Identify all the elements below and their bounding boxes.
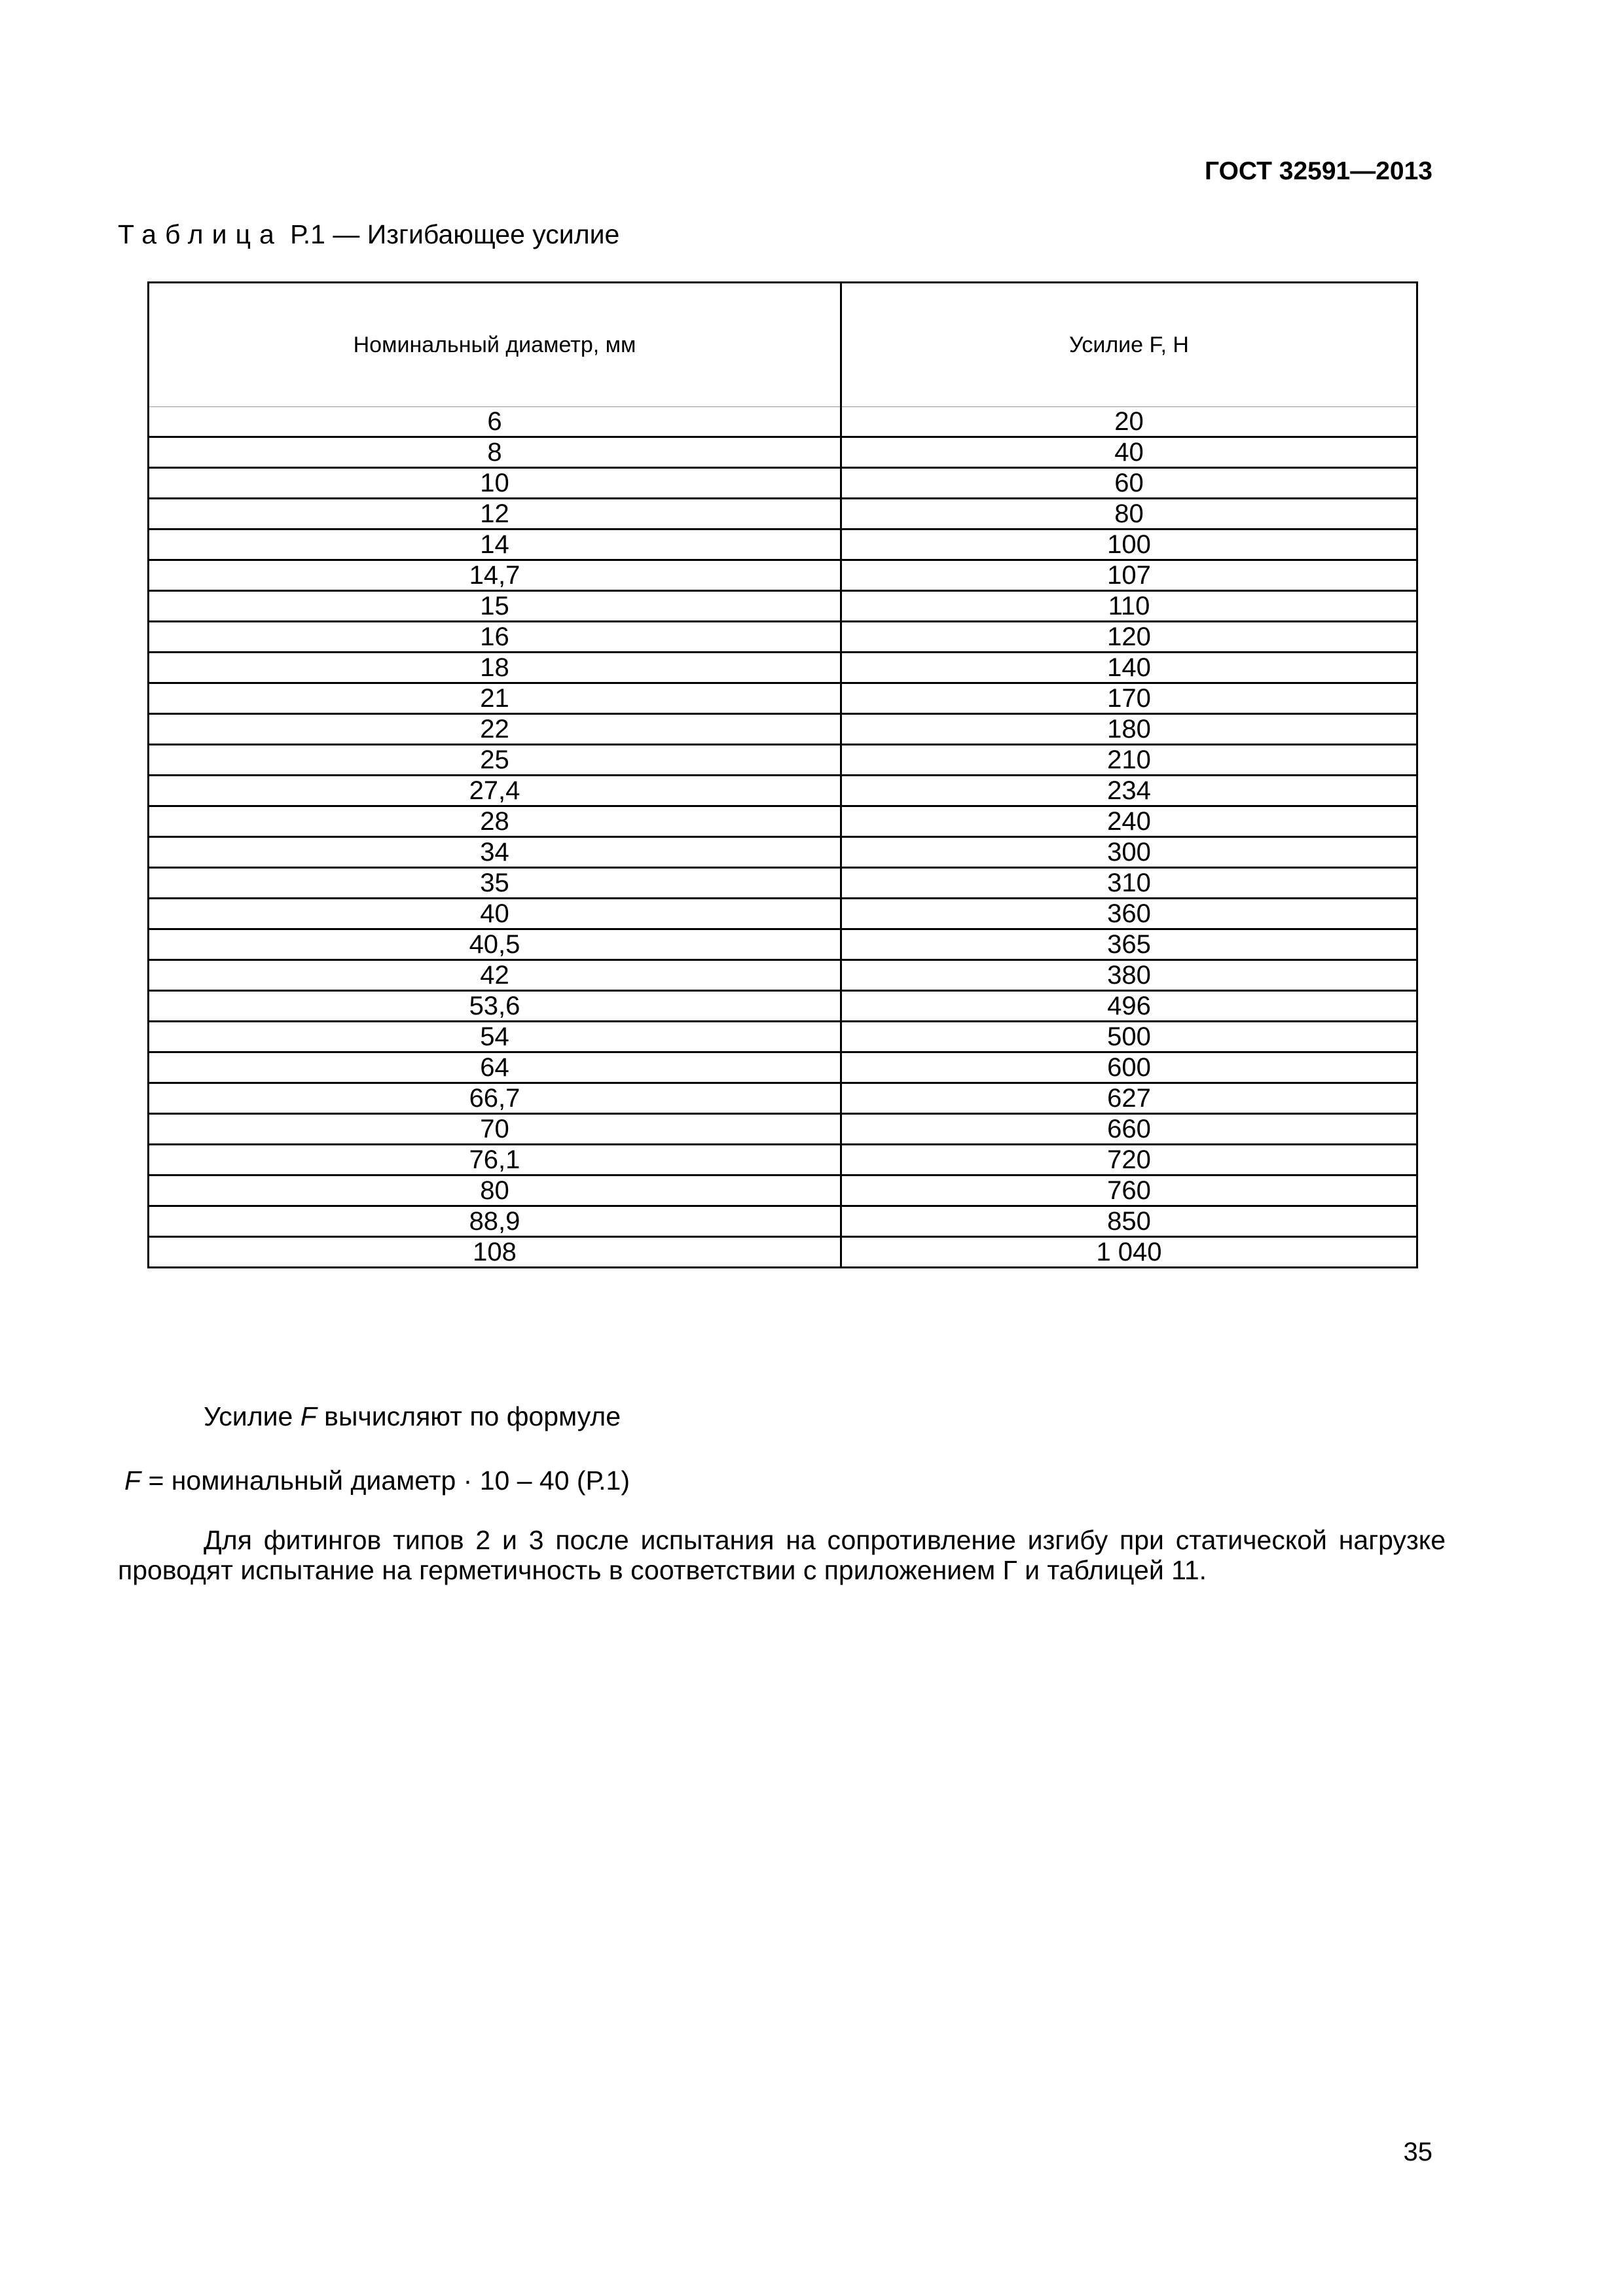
cell-diameter: 66,7 [149,1083,841,1114]
cell-diameter: 10 [149,468,841,499]
table-row [149,653,1417,683]
formula-text: = номинальный диаметр · 10 – 40 (Р.1) [141,1465,630,1496]
cell-force: 180 [841,714,1417,745]
cell-force: 365 [841,929,1417,960]
cell-diameter: 6 [149,407,841,437]
cell-force: 300 [841,837,1417,868]
cell-force: 120 [841,622,1417,653]
cell-diameter: 54 [149,1022,841,1052]
cell-diameter: 76,1 [149,1145,841,1175]
table-row [149,1052,1417,1083]
cell-diameter: 21 [149,683,841,714]
cell-force: 240 [841,806,1417,837]
cell-diameter: 12 [149,499,841,529]
table-caption [118,215,619,254]
formula-intro [204,1397,621,1436]
cell-force: 600 [841,1052,1417,1083]
cell-diameter: 42 [149,960,841,991]
table-row [149,591,1417,622]
caption-title: Изгибающее усилие [367,219,620,249]
cell-force: 80 [841,499,1417,529]
table-body [149,283,1417,1268]
force-table [147,281,1418,1268]
table-row [149,899,1417,929]
table-row [149,560,1417,591]
table-row [149,776,1417,806]
cell-diameter: 70 [149,1114,841,1145]
table-row [149,529,1417,560]
cell-diameter: 14,7 [149,560,841,591]
table-row [149,437,1417,468]
cell-diameter: 40,5 [149,929,841,960]
cell-force: 20 [841,407,1417,437]
cell-force: 660 [841,1114,1417,1145]
table-row [149,991,1417,1022]
table-row [149,1022,1417,1052]
table-row [149,1237,1417,1268]
cell-diameter: 15 [149,591,841,622]
table-row [149,1175,1417,1206]
cell-force: 1 040 [841,1237,1417,1268]
table-row [149,622,1417,653]
table-row [149,407,1417,437]
formula-intro-before: Усилие [204,1401,301,1431]
cell-force: 360 [841,899,1417,929]
page-number: 35 [1403,2138,1432,2166]
table-row [149,745,1417,776]
table-row [149,1206,1417,1237]
cell-force: 210 [841,745,1417,776]
cell-diameter: 14 [149,529,841,560]
header-diameter: Номинальный диаметр, мм [149,283,841,407]
cell-force: 100 [841,529,1417,560]
cell-force: 720 [841,1145,1417,1175]
formula-intro-var: F [300,1401,317,1431]
table-row [149,960,1417,991]
cell-force: 234 [841,776,1417,806]
cell-diameter: 80 [149,1175,841,1206]
table-row [149,868,1417,899]
table-row [149,1083,1417,1114]
cell-diameter: 40 [149,899,841,929]
cell-force: 60 [841,468,1417,499]
cell-force: 627 [841,1083,1417,1114]
table-row [149,1145,1417,1175]
cell-force: 140 [841,653,1417,683]
cell-diameter: 64 [149,1052,841,1083]
formula-var: F [124,1465,141,1496]
table-row [149,929,1417,960]
header-force: Усилие F, Н [841,283,1417,407]
table-row [149,683,1417,714]
table-row [149,468,1417,499]
cell-diameter: 8 [149,437,841,468]
document-header-code: ГОСТ 32591—2013 [1205,157,1432,185]
cell-force: 500 [841,1022,1417,1052]
formula-intro-after: вычисляют по формуле [316,1401,621,1431]
cell-diameter: 108 [149,1237,841,1268]
table-row [149,499,1417,529]
cell-diameter: 34 [149,837,841,868]
cell-force: 850 [841,1206,1417,1237]
cell-diameter: 53,6 [149,991,841,1022]
cell-diameter: 28 [149,806,841,837]
table-row [149,1114,1417,1145]
cell-force: 380 [841,960,1417,991]
cell-diameter: 16 [149,622,841,653]
cell-diameter: 18 [149,653,841,683]
caption-label: Таблица [118,219,283,249]
cell-force: 107 [841,560,1417,591]
cell-force: 170 [841,683,1417,714]
table-header-row [149,283,1417,407]
cell-force: 110 [841,591,1417,622]
table-row [149,837,1417,868]
caption-number: Р.1 [290,219,325,249]
table-row [149,806,1417,837]
test-paragraph: Для фитингов типов 2 и 3 после испытания на сопротивление изгибу при статической нагрузке проводят испытание на герметичность в соответствии с приложением Г и таблицей 11. [118,1525,1446,1585]
cell-diameter: 27,4 [149,776,841,806]
cell-diameter: 22 [149,714,841,745]
cell-diameter: 88,9 [149,1206,841,1237]
cell-force: 40 [841,437,1417,468]
table-row [149,714,1417,745]
cell-diameter: 35 [149,868,841,899]
cell-force: 760 [841,1175,1417,1206]
caption-dash: — [333,219,360,249]
cell-diameter: 25 [149,745,841,776]
formula [124,1461,630,1500]
cell-force: 310 [841,868,1417,899]
cell-force: 496 [841,991,1417,1022]
